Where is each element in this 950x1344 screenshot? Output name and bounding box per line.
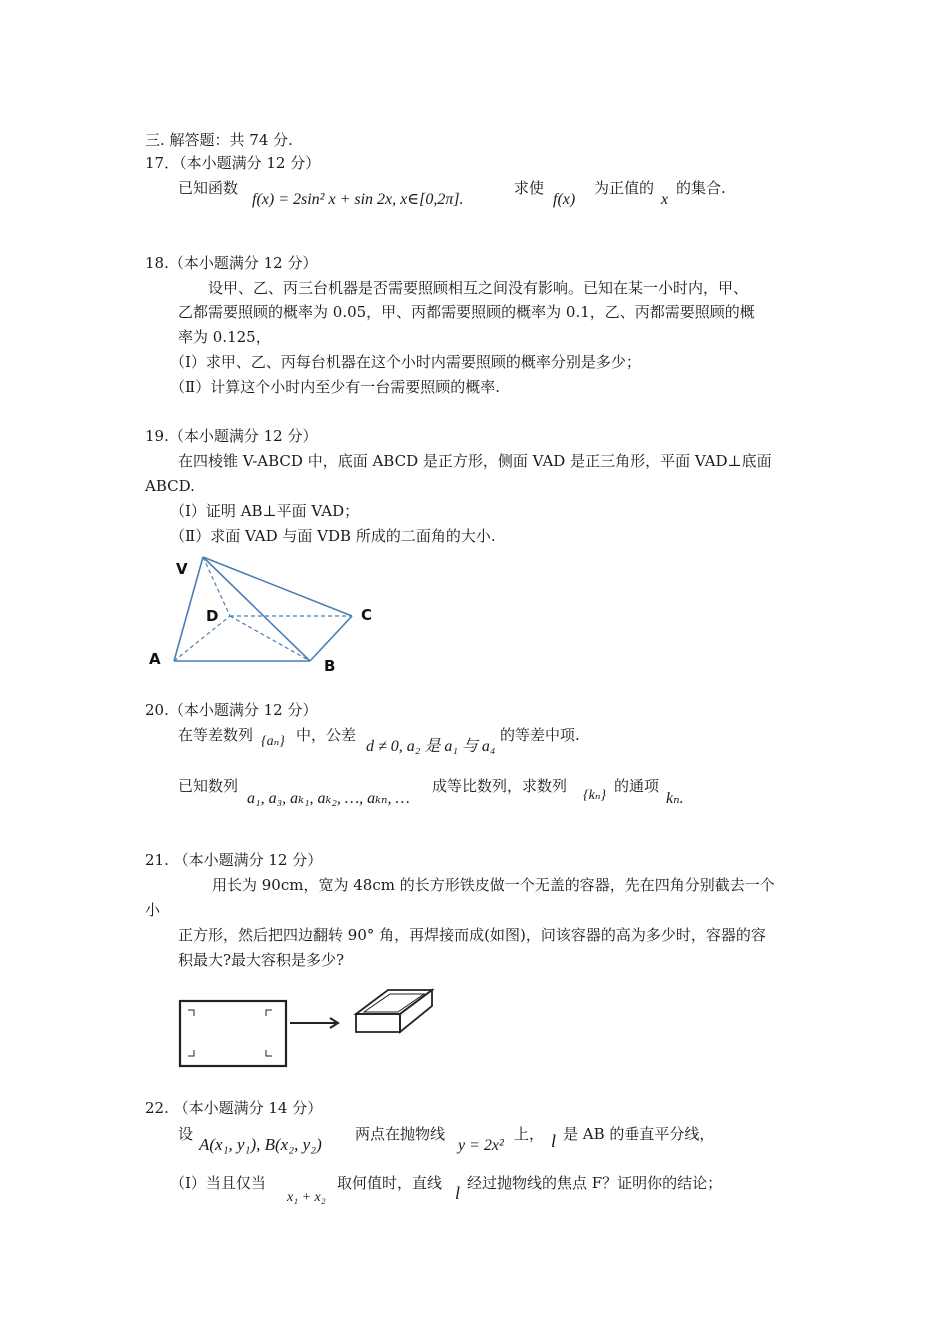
q22-part1-b: 取何值时，直线 — [337, 1174, 443, 1192]
q22-part1-l: l — [455, 1183, 461, 1203]
edge-vb — [203, 557, 310, 661]
pyramid-figure — [140, 550, 390, 680]
q18-header: 18.（本小题满分 12 分） — [145, 254, 318, 272]
q17-text-c: 为正值的 — [594, 179, 655, 197]
q21-line3: 正方形，然后把四边翻转 90° 角，再焊接而成(如图)，问该容器的高为多少时，容器的容 — [178, 926, 766, 944]
q20-text-c: 的等差中项. — [500, 726, 580, 744]
box-icon — [356, 990, 432, 1032]
q20-text-e: 成等比数列，求数列 — [432, 777, 568, 795]
q22-parabola: y = 2x² — [458, 1137, 504, 1154]
q18-line2: 乙都需要照顾的概率为 0.05，甲、丙都需要照顾的概率为 0.1，乙、丙都需要照顾的概 — [178, 303, 755, 321]
q20-text-d: 已知数列 — [178, 777, 239, 795]
q21-line2: 小 — [145, 901, 161, 919]
label-b: B — [324, 657, 336, 675]
q17-header: 17．（本小题满分 12 分） — [145, 154, 321, 172]
q18-line3: 率为 0.125， — [178, 328, 271, 346]
q22-l: l — [551, 1131, 557, 1151]
q17-fx: f(x) — [553, 191, 576, 208]
q19-header: 19.（本小题满分 12 分） — [145, 427, 318, 445]
q20-cond: d ≠ 0, a₂ 是 a₁ 与 a₄ — [366, 738, 496, 755]
q21-line4: 积最大?最大容积是多少? — [178, 951, 345, 969]
q21-header: 21. （本小题满分 12 分） — [145, 851, 323, 869]
q20-text-f: 的通项 — [614, 777, 660, 795]
q18-part1: （Ⅰ）求甲、乙、丙每台机器在这个小时内需要照顾的概率分别是多少； — [170, 353, 641, 371]
q20-seq2: a₁, a₃, aₖ₁, aₖ₂, …, aₖₙ, … — [247, 790, 410, 807]
label-a: A — [149, 650, 161, 668]
q22-text-b: 两点在抛物线 — [355, 1125, 446, 1143]
arrow-icon — [290, 1018, 338, 1028]
q20-text-b: 中，公差 — [296, 726, 357, 744]
q18-part2: （Ⅱ）计算这个小时内至少有一台需要照顾的概率. — [170, 378, 500, 396]
section-title: 三. 解答题：共 74 分. — [145, 131, 293, 149]
q20-kseq: {kₙ} — [583, 788, 607, 803]
edge-ad — [174, 616, 230, 661]
q17-text-b: 求使 — [514, 179, 545, 197]
q20-header: 20.（本小题满分 12 分） — [145, 701, 318, 719]
q20-text-a: 在等差数列 — [178, 726, 254, 744]
q22-header: 22. （本小题满分 14 分） — [145, 1099, 323, 1117]
q17-formula: f(x) = 2sin² x + sin 2x, x∈[0,2π]. — [252, 191, 464, 208]
q21-line1: 用长为 90cm，宽为 48cm 的长方形铁皮做一个无盖的容器，先在四角分别截去一个 — [212, 876, 775, 894]
q20-kn: kₙ. — [666, 790, 684, 807]
label-v: V — [176, 560, 188, 578]
label-c: C — [361, 606, 373, 624]
q22-sum: x₁ + x₂ — [287, 1190, 326, 1205]
q19-part2: （Ⅱ）求面 VAD 与面 VDB 所成的二面角的大小. — [170, 527, 496, 545]
q19-line2: ABCD. — [145, 477, 195, 495]
q18-line1: 设甲、乙、丙三台机器是否需要照顾相互之间没有影响。已知在某一小时内，甲、 — [208, 279, 749, 297]
edge-vc — [203, 557, 352, 616]
q22-text-c: 上， — [514, 1125, 545, 1143]
q22-text-a: 设 — [178, 1125, 194, 1143]
q20-seq: {aₙ} — [261, 734, 285, 749]
container-figure — [170, 980, 440, 1075]
q17-text-a: 已知函数 — [178, 179, 239, 197]
label-d: D — [206, 607, 219, 625]
edge-bc — [310, 616, 352, 661]
q22-points: A(x₁, y₁), B(x₂, y₂) — [199, 1135, 322, 1154]
q19-part1: （Ⅰ）证明 AB⊥平面 VAD； — [170, 502, 360, 520]
q19-line1: 在四棱锥 V-ABCD 中，底面 ABCD 是正方形，侧面 VAD 是正三角形，平面 VAD⊥底面 — [178, 452, 772, 470]
corner-marks — [188, 1010, 272, 1056]
q17-text-d: 的集合. — [676, 179, 726, 197]
q17-x: x — [661, 191, 669, 208]
q22-part1-a: （Ⅰ）当且仅当 — [170, 1174, 266, 1192]
q22-part1-c: 经过抛物线的焦点 F？证明你的结论； — [467, 1174, 723, 1192]
q22-text-d: 是 AB 的垂直平分线， — [563, 1125, 715, 1143]
